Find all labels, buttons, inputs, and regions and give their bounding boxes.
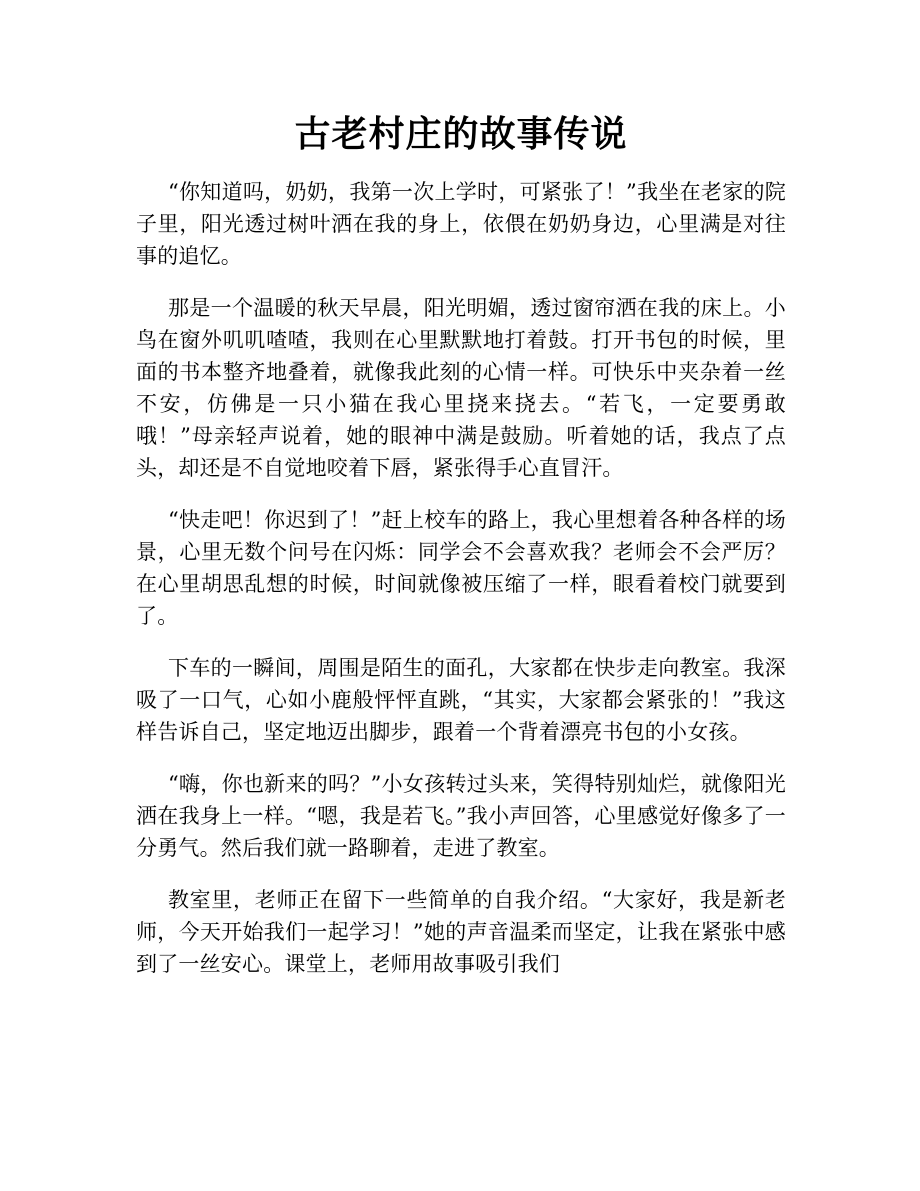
paragraph-2: 那是一个温暖的秋天早晨，阳光明媚，透过窗帘洒在我的床上。小鸟在窗外叽叽喳喳，我则在心里默默地打着鼓。打开书包的时候，里面的书本整齐地叠着，就像我此刻的心情一样。可快乐中夹杂着一丝不安，仿佛是一只小猫在我心里挠来挠去。“若飞，一定要勇敢哦！”母亲轻声说着，她的眼神中满是鼓励。听着她的话，我点了点头，却还是不自觉地咬着下唇，紧张得手心直冒汗。 [136,296,786,480]
paragraph-3: “快走吧！你迟到了！”赶上校车的路上，我心里想着各种各样的场景，心里无数个问号在闪烁：同学会不会喜欢我？老师会不会严厉？在心里胡思乱想的时候，时间就像被压缩了一样，眼看着校门就要到了。 [136,508,786,628]
paragraph-1: “你知道吗，奶奶，我第一次上学时，可紧张了！”我坐在老家的院子里，阳光透过树叶洒在我的身上，依偎在奶奶身边，心里满是对往事的追忆。 [136,180,786,268]
paragraph-6: 教室里，老师正在留下一些简单的自我介绍。“大家好，我是新老师，今天开始我们一起学习！”她的声音温柔而坚定，让我在紧张中感到了一丝安心。课堂上，老师用故事吸引我们 [136,888,786,976]
paragraph-5: “嗨，你也新来的吗？”小女孩转过头来，笑得特别灿烂，就像阳光洒在我身上一样。“嗯，我是若飞。”我小声回答，心里感觉好像多了一分勇气。然后我们就一路聊着，走进了教室。 [136,772,786,860]
document-body [136,176,786,1000]
document-title: 古老村庄的故事传说 [294,114,628,155]
paragraph-4: 下车的一瞬间，周围是陌生的面孔，大家都在快步走向教室。我深吸了一口气，心如小鹿般怦怦直跳，“其实，大家都会紧张的！”我这样告诉自己，坚定地迈出脚步，跟着一个背着漂亮书包的小女孩。 [136,656,786,744]
